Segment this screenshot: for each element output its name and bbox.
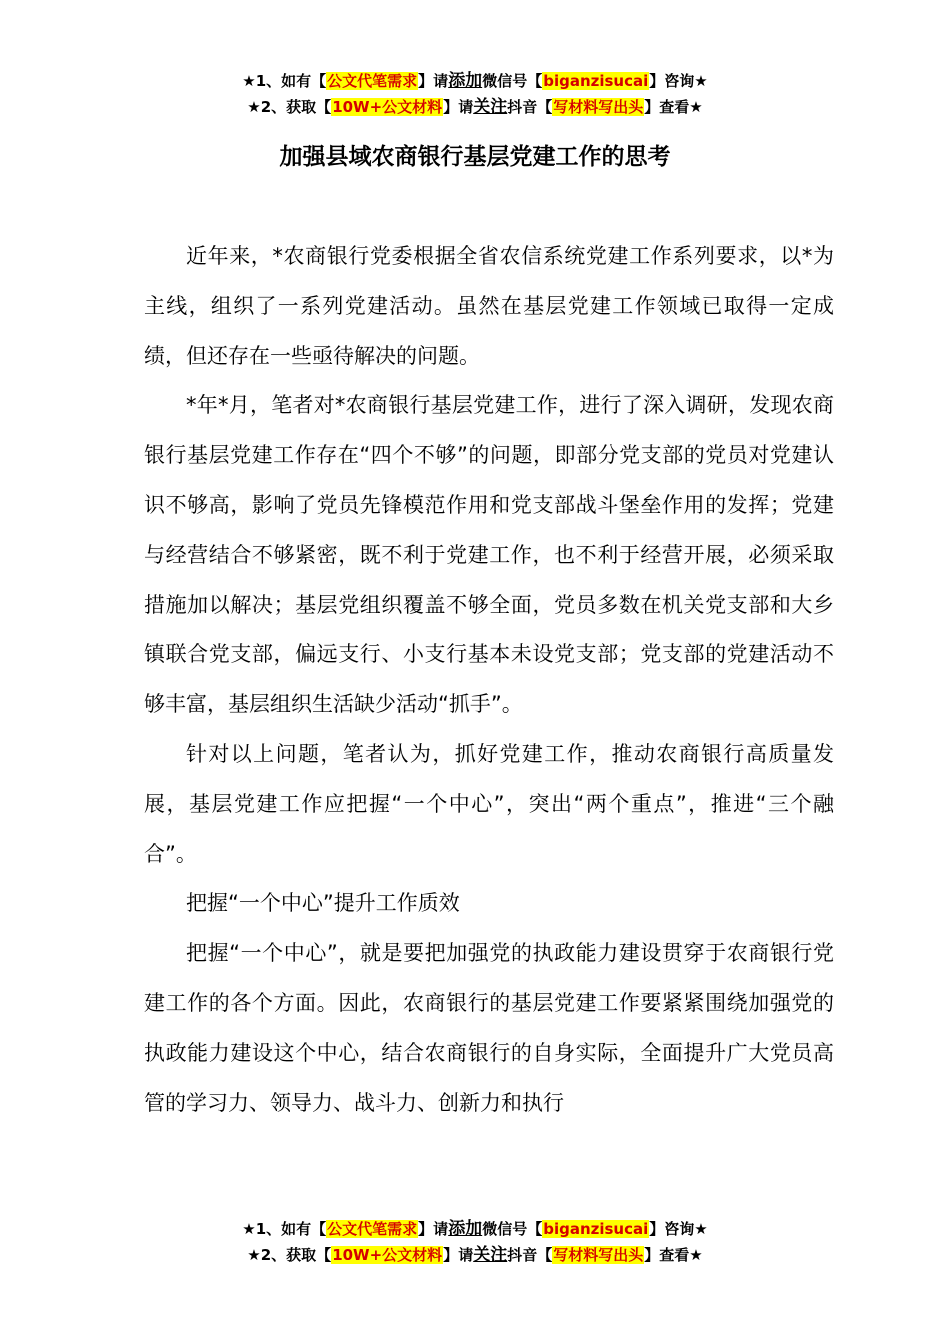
banner-text: 】查看★ [644,1246,703,1264]
banner-douyin-name: 写材料写出头 [553,98,644,116]
paragraph: 近年来，*农商银行党委根据全省农信系统党建工作系列要求，以*为主线，组织了一系列党建活动。虽然在基层党建工作领域已取得一定成绩，但还存在一些亟待解决的问题。 [144,244,834,368]
banner-wechat-id: biganzisucai [543,72,649,90]
header-banner [0,68,950,120]
banner-text: 微信号【 [482,1220,543,1238]
banner-emphasis: 添加 [448,1219,483,1239]
banner-line-2 [0,94,950,120]
footer-banner [0,1216,950,1268]
document-title: 加强县域农商银行基层党建工作的思考 [279,144,671,170]
banner-text: ★1、如有【 [242,72,327,90]
banner-highlight: 公文代笔需求 [327,72,418,90]
section-heading: 把握“一个中心”提升工作质效 [186,891,460,916]
banner-text: 】请 [443,98,474,116]
banner-douyin-name: 写材料写出头 [553,1246,644,1264]
banner-line-2 [0,1242,950,1268]
banner-text: 】请 [418,72,449,90]
banner-text: 抖音【 [507,98,553,116]
banner-text: 】请 [418,1220,449,1238]
banner-text: 】咨询★ [649,72,708,90]
banner-text: ★1、如有【 [242,1220,327,1238]
banner-highlight: 10W+公文材料 [332,1246,443,1264]
banner-line-1 [0,1216,950,1242]
banner-text: 】请 [443,1246,474,1264]
banner-emphasis: 关注 [473,1245,508,1265]
banner-line-1 [0,68,950,94]
banner-wechat-id: biganzisucai [543,1220,649,1238]
paragraph: *年*月，笔者对*农商银行基层党建工作，进行了深入调研，发现农商银行基层党建工作存在“四个不够”的问题，即部分党支部的党员对党建认识不够高，影响了党员先锋模范作用和党支部战斗堡垒作用的发挥；党建与经营结合不够紧密，既不利于党建工作，也不利于经营开展，必须采取措施加以解决；基层党组织覆盖不够全面，党员多数在机关党支部和大乡镇联合党支部，偏远支行、小支行基本未设党支部；党支部的党建活动不够丰富，基层组织生活缺少活动“抓手”。 [144,393,834,717]
paragraph: 把握“一个中心”，就是要把加强党的执政能力建设贯穿于农商银行党建工作的各个方面。因此，农商银行的基层党建工作要紧紧围绕加强党的执政能力建设这个中心，结合农商银行的自身实际，全面提升广大党员高管的学习力、领导力、战斗力、创新力和执行 [144,941,834,1115]
banner-text: 】咨询★ [649,1220,708,1238]
paragraph: 针对以上问题，笔者认为，抓好党建工作，推动农商银行高质量发展，基层党建工作应把握“一个中心”，突出“两个重点”，推进“三个融合”。 [144,741,834,866]
banner-emphasis: 关注 [473,97,508,117]
banner-text: ★2、获取【 [247,98,332,116]
banner-text: 抖音【 [507,1246,553,1264]
banner-text: 微信号【 [482,72,543,90]
banner-highlight: 10W+公文材料 [332,98,443,116]
banner-text: 】查看★ [644,98,703,116]
banner-text: ★2、获取【 [247,1246,332,1264]
document-body [144,232,834,1128]
banner-emphasis: 添加 [448,71,483,91]
banner-highlight: 公文代笔需求 [327,1220,418,1238]
